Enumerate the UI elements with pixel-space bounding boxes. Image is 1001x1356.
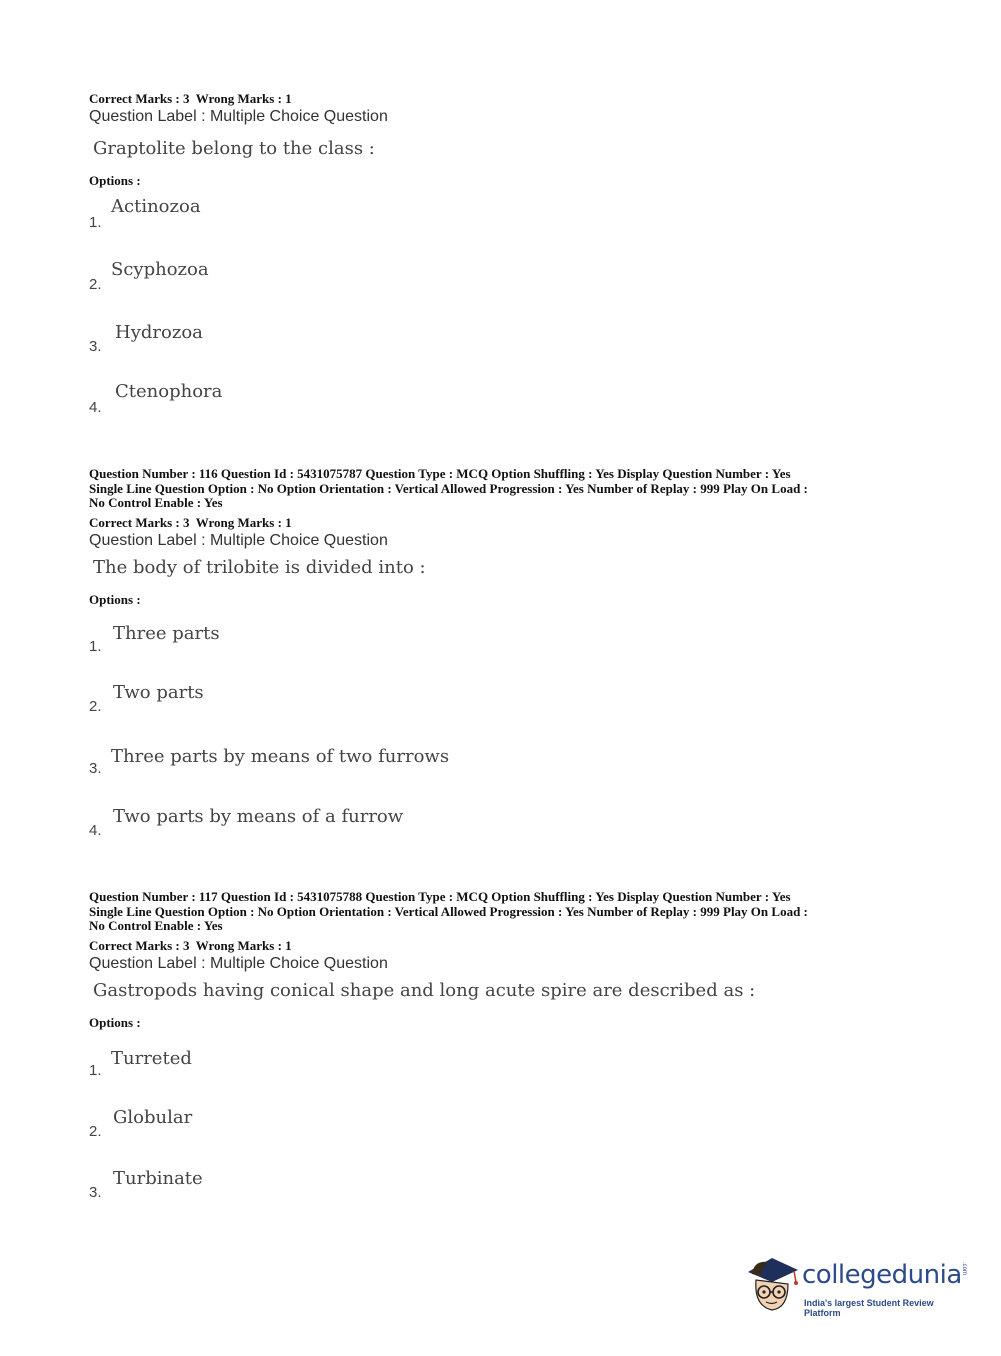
marks-line: Correct Marks : 3 Wrong Marks : 1 [89, 91, 292, 106]
question-meta-line: Question Number : 117 Question Id : 5431075788 Question Type : MCQ Option Shuffling : Yes Display Question Number : Yes [89, 889, 791, 904]
option-text: Hydrozoa [115, 322, 203, 343]
question-label: Question Label : Multiple Choice Question [89, 531, 388, 549]
logo-wordmark: collegedunia [802, 1260, 962, 1290]
option-number: 2. [89, 698, 102, 715]
option-item[interactable] [89, 623, 689, 663]
option-text: Turreted [111, 1048, 192, 1069]
option-number: 2. [89, 276, 102, 293]
marks-line: Correct Marks : 3 Wrong Marks : 1 [89, 514, 292, 530]
option-item[interactable] [89, 259, 689, 299]
question-text: Gastropods having conical shape and long acute spire are described as : [93, 979, 756, 1001]
question-meta-line: No Control Enable : Yes [89, 918, 223, 933]
option-item[interactable] [89, 196, 689, 236]
question-label: Question Label : Multiple Choice Question [89, 108, 388, 125]
option-number: 3. [89, 1184, 102, 1201]
option-number: 1. [89, 1062, 102, 1079]
option-item[interactable] [89, 1168, 689, 1208]
option-item[interactable] [89, 682, 689, 722]
option-text: Two parts [113, 682, 204, 703]
question-115 [89, 91, 909, 189]
options-heading: Options : [89, 173, 141, 188]
option-text: Two parts by means of a furrow [113, 806, 404, 827]
collegedunia-logo[interactable] [742, 1250, 972, 1320]
option-text: Turbinate [113, 1168, 203, 1189]
option-item[interactable] [89, 322, 689, 362]
question-meta-line: Single Line Question Option : No Option Orientation : Vertical Allowed Progression : Yes Number of Replay : 999 Play On Load : [89, 903, 808, 919]
mascot-icon [742, 1250, 804, 1320]
option-number: 1. [89, 214, 102, 231]
question-meta-line: Question Number : 116 Question Id : 5431075787 Question Type : MCQ Option Shuffling : Yes Display Question Number : Yes [89, 466, 791, 481]
option-number: 4. [89, 822, 102, 839]
question-meta-line: No Control Enable : Yes [89, 495, 223, 510]
question-117 [89, 890, 909, 1031]
option-number: 4. [89, 399, 102, 416]
option-number: 3. [89, 338, 102, 355]
option-text: Scyphozoa [111, 259, 209, 280]
option-number: 2. [89, 1123, 102, 1140]
question-116 [89, 467, 909, 608]
options-heading: Options : [89, 1014, 141, 1030]
option-text: Three parts [113, 623, 220, 644]
question-text: Graptolite belong to the class : [93, 138, 375, 159]
option-number: 1. [89, 638, 102, 655]
marks-line: Correct Marks : 3 Wrong Marks : 1 [89, 937, 292, 953]
option-item[interactable] [89, 1048, 689, 1088]
logo-tagline: India's largest Student Review Platform [804, 1298, 934, 1318]
option-item[interactable] [89, 1107, 689, 1147]
options-heading: Options : [89, 591, 141, 607]
option-text: Actinozoa [111, 196, 201, 217]
question-label: Question Label : Multiple Choice Question [89, 954, 388, 972]
question-text: The body of trilobite is divided into : [93, 556, 426, 578]
option-item[interactable] [89, 806, 689, 846]
option-number: 3. [89, 760, 102, 777]
option-text: Globular [113, 1107, 193, 1128]
option-item[interactable] [89, 381, 689, 421]
option-text: Ctenophora [115, 381, 223, 402]
question-meta-line: Single Line Question Option : No Option Orientation : Vertical Allowed Progression : Yes Number of Replay : 999 Play On Load : [89, 480, 808, 496]
logo-suffix: .com [961, 1262, 967, 1276]
option-item[interactable] [89, 746, 689, 786]
option-text: Three parts by means of two furrows [111, 746, 450, 767]
